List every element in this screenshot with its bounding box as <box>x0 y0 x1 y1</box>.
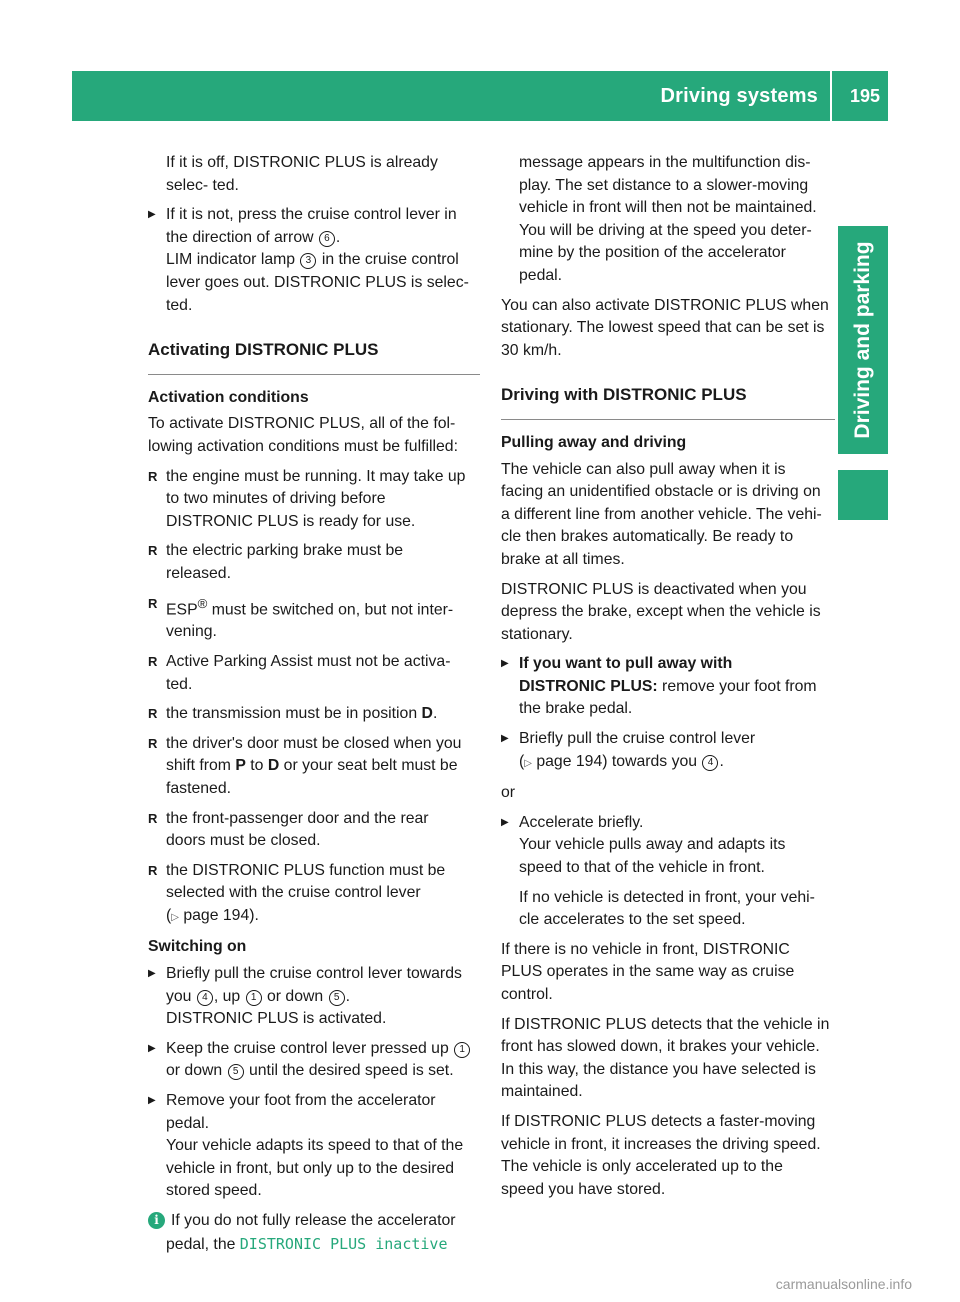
section-title: Driving systems <box>660 85 818 107</box>
text-line <box>166 755 480 778</box>
text-line: If it is off, DISTRONIC PLUS is already selec- <box>166 154 438 194</box>
text-line: vehicle in front will then not be maintained. <box>519 199 817 217</box>
text-line: DISTRONIC PLUS is deactivated when you <box>501 580 807 598</box>
bullet-icon: R <box>148 735 158 751</box>
text-span: shift from <box>166 757 236 775</box>
text-line: fastened. <box>166 779 231 797</box>
text-span: until the desired speed is set. <box>244 1062 454 1080</box>
text-line: ted. <box>166 296 193 314</box>
step-pull-lever-briefly <box>501 728 835 775</box>
text-line <box>166 986 480 1009</box>
text-line <box>148 1210 480 1233</box>
bullet-icon: R <box>148 653 158 669</box>
step-arrow-icon: ▶ <box>148 1042 156 1054</box>
stationary-paragraph <box>501 295 835 363</box>
text-span: Keep the cruise control lever pressed up <box>166 1039 454 1057</box>
page-ref-icon: ▷ <box>171 911 179 923</box>
condition-item <box>148 733 480 801</box>
text-line: Remove your foot from the accelerator <box>166 1092 436 1110</box>
step-arrow-icon: ▶ <box>148 968 156 980</box>
callout-number: 5 <box>228 1064 244 1080</box>
condition-item <box>148 593 480 644</box>
bullet-icon: R <box>148 706 158 722</box>
page-number: 195 <box>849 86 880 106</box>
text-line: the engine must be running. It may take up <box>166 467 466 485</box>
text-line: If it is not, press the cruise control lever in <box>166 206 457 224</box>
gear-position: D <box>267 757 280 775</box>
text-line: selected with the cruise control lever <box>166 884 421 902</box>
watermark: carmanualsonline.info <box>775 1276 912 1292</box>
text-line: Briefly pull the cruise control lever <box>519 730 756 748</box>
text-line: mine by the position of the accelerator <box>519 244 786 262</box>
display-message: DISTRONIC PLUS inactive <box>239 1234 448 1253</box>
callout-number: 1 <box>454 1042 470 1058</box>
text-line: cle then brakes automatically. Be ready to <box>501 528 794 546</box>
text-line: Your vehicle pulls away and adapts its <box>519 836 786 854</box>
text-span: you <box>166 987 196 1005</box>
text-line: ted. <box>212 176 239 194</box>
text-line: released. <box>166 564 231 582</box>
callout-number: 5 <box>329 990 345 1006</box>
page-header <box>72 71 888 121</box>
condition-item <box>148 466 480 534</box>
left-column <box>148 152 480 1256</box>
text-span: to <box>245 757 268 775</box>
faster-paragraph <box>501 1111 835 1201</box>
text-span: If you do not fully release the accelerator <box>171 1212 456 1230</box>
text-line: to two minutes of driving before <box>166 490 386 508</box>
text-line: vehicle in front, but only up to the desired <box>166 1159 455 1177</box>
text-line: the front-passenger door and the rear <box>166 809 429 827</box>
callout-number: 4 <box>702 755 718 771</box>
text-line: Your vehicle adapts its speed to that of the <box>166 1137 464 1155</box>
text-line: 30 km/h. <box>501 341 562 359</box>
text-line: stationary. The lowest speed that can be set is <box>501 319 825 337</box>
text-line: Accelerate briefly. <box>519 813 644 831</box>
text-line: brake at all times. <box>501 550 625 568</box>
text-line: To activate DISTRONIC PLUS, all of the fol- <box>148 415 456 433</box>
text-span: or down <box>166 1062 227 1080</box>
text-line: depress the brake, except when the vehicle is <box>501 603 821 621</box>
slowed-paragraph <box>501 1014 835 1104</box>
text-line: the DISTRONIC PLUS function must be <box>166 861 446 879</box>
info-note <box>148 1210 480 1256</box>
chapter-marker-block <box>838 470 888 520</box>
step-keep-pressed <box>148 1038 480 1083</box>
or-separator: or <box>501 784 516 802</box>
page-reference-link[interactable]: (▷ page 194) towards you 4 . <box>519 752 724 770</box>
step-pull-lever <box>148 963 480 1031</box>
text-span: the transmission must be in position <box>166 705 422 723</box>
text-line: vehicle in front, it increases the driving speed. <box>501 1135 821 1153</box>
text-line: Briefly pull the cruise control lever towards <box>166 965 462 983</box>
text-span: page 194) towards you <box>531 752 702 770</box>
header-divider <box>830 71 832 121</box>
text-span: page 194). <box>178 906 259 924</box>
text-line: DISTRONIC PLUS is ready for use. <box>166 512 416 530</box>
text-line <box>519 676 835 699</box>
text-line: play. The set distance to a slower-moving <box>519 176 809 194</box>
text-line <box>148 1233 480 1257</box>
step-remove-foot <box>148 1090 480 1203</box>
text-line: vening. <box>166 623 217 641</box>
text-span: . <box>345 987 350 1005</box>
condition-item <box>148 808 480 853</box>
page-reference-link[interactable]: (▷ page 194). <box>166 906 259 924</box>
conditions-intro <box>148 413 480 458</box>
text-span: ESP <box>166 600 198 618</box>
text-line: pedal. <box>166 1114 210 1132</box>
text-line: speed you have stored. <box>501 1180 666 1198</box>
text-line: If no vehicle is detected in front, your vehi- <box>519 888 815 906</box>
text-line <box>166 593 480 622</box>
page-ref-icon: ▷ <box>524 757 532 769</box>
callout-number: 4 <box>197 990 213 1006</box>
step-accelerate <box>501 812 835 932</box>
right-column <box>501 152 835 1208</box>
callout-number: 6 <box>319 231 335 247</box>
text-line <box>166 227 480 250</box>
pulling-paragraph <box>501 459 835 572</box>
sub-heading: Activation conditions <box>148 388 309 406</box>
text-line <box>166 249 480 272</box>
text-line: If DISTRONIC PLUS detects that the vehicle in <box>501 1015 830 1033</box>
text-line: control. <box>501 986 553 1003</box>
info-icon: i <box>148 1212 165 1229</box>
no-vehicle-paragraph <box>501 939 835 1007</box>
condition-item <box>148 860 480 930</box>
text-line: In this way, the distance you have selected is <box>501 1060 816 1078</box>
step-press-lever <box>148 204 480 317</box>
step-arrow-icon: ▶ <box>148 1095 156 1107</box>
text-line: You will be driving at the speed you deter- <box>519 221 812 239</box>
text-span: in the cruise control <box>317 251 459 269</box>
text-line: a different line from another vehicle. The vehi- <box>501 505 822 523</box>
text-line: You can also activate DISTRONIC PLUS when <box>501 296 829 314</box>
text-line: PLUS operates in the same way as cruise <box>501 963 795 981</box>
gear-position: D <box>421 705 433 723</box>
text-span: LIM indicator lamp <box>166 251 300 269</box>
text-span: pedal, the <box>166 1235 240 1253</box>
bullet-icon: R <box>148 543 158 559</box>
text-span: . <box>719 752 724 770</box>
text-line: ted. <box>166 675 193 693</box>
callout-number: 3 <box>300 253 316 269</box>
text-span: must be switched on, but not inter- <box>207 600 454 618</box>
text-line: stored speed. <box>166 1182 262 1200</box>
text-line: message appears in the multifunction dis- <box>519 154 811 171</box>
text-line: maintained. <box>501 1083 583 1101</box>
text-line: stationary. <box>501 625 573 643</box>
text-line <box>166 1038 480 1061</box>
section-heading: Driving with DISTRONIC PLUS <box>501 384 835 420</box>
chapter-tab <box>838 226 888 454</box>
text-line: the electric parking brake must be <box>166 542 404 560</box>
bullet-icon: R <box>148 595 158 611</box>
step-arrow-icon: ▶ <box>501 816 509 828</box>
callout-number: 1 <box>246 990 262 1006</box>
text-span: . <box>335 228 341 246</box>
text-line: the driver's door must be closed when you <box>166 734 462 752</box>
deactivated-paragraph <box>501 579 835 647</box>
text-line: The vehicle can also pull away when it is <box>501 460 786 478</box>
condition-item <box>148 651 480 696</box>
text-line: front has slowed down, it brakes your vehicle. <box>501 1038 820 1056</box>
step-arrow-icon: ▶ <box>148 209 156 221</box>
text-span: or your seat belt must be <box>279 757 458 775</box>
text-line: If you want to pull away with <box>519 655 733 673</box>
text-line: If DISTRONIC PLUS detects a faster-moving <box>501 1112 816 1130</box>
text-line: The vehicle is only accelerated up to the <box>501 1158 783 1176</box>
bullet-icon: R <box>148 810 158 826</box>
section-heading: Activating DISTRONIC PLUS <box>148 339 480 375</box>
text-line: pedal. <box>519 266 563 284</box>
text-span: , up <box>213 987 245 1005</box>
step-pull-away <box>501 653 835 721</box>
intro-paragraph <box>148 152 480 197</box>
chapter-tab-label: Driving and parking <box>851 241 874 439</box>
condition-item <box>148 540 480 585</box>
text-span: remove your foot from <box>657 677 817 695</box>
text-line: Active Parking Assist must not be activa- <box>166 652 451 670</box>
gear-position: P <box>235 757 246 775</box>
text-line: cle accelerates to the set speed. <box>519 911 746 929</box>
text-span: the direction of arrow <box>166 228 318 246</box>
step-arrow-icon: ▶ <box>501 733 509 745</box>
registered-mark: ® <box>197 595 208 611</box>
text-line: facing an unidentified obstacle or is driving on <box>501 483 821 501</box>
text-span: . <box>432 705 438 723</box>
text-line: doors must be closed. <box>166 832 321 850</box>
text-line <box>166 703 480 726</box>
text-line <box>166 1060 480 1083</box>
text-line: lowing activation conditions must be fulfilled: <box>148 437 458 455</box>
text-line: If there is no vehicle in front, DISTRONIC <box>501 940 790 958</box>
text-line: DISTRONIC PLUS is activated. <box>166 1010 387 1028</box>
text-span: or down <box>262 987 328 1005</box>
sub-heading: Switching on <box>148 938 247 956</box>
text-line: lever goes out. DISTRONIC PLUS is selec- <box>166 273 469 291</box>
bullet-icon: R <box>148 468 158 484</box>
text-span: DISTRONIC PLUS: <box>519 677 658 695</box>
info-continued <box>501 152 835 288</box>
bullet-icon: R <box>148 862 158 878</box>
text-line: the brake pedal. <box>519 700 633 718</box>
step-arrow-icon: ▶ <box>501 658 509 670</box>
condition-item <box>148 703 480 726</box>
text-line: speed to that of the vehicle in front. <box>519 859 765 877</box>
sub-heading: Pulling away and driving <box>501 433 687 451</box>
